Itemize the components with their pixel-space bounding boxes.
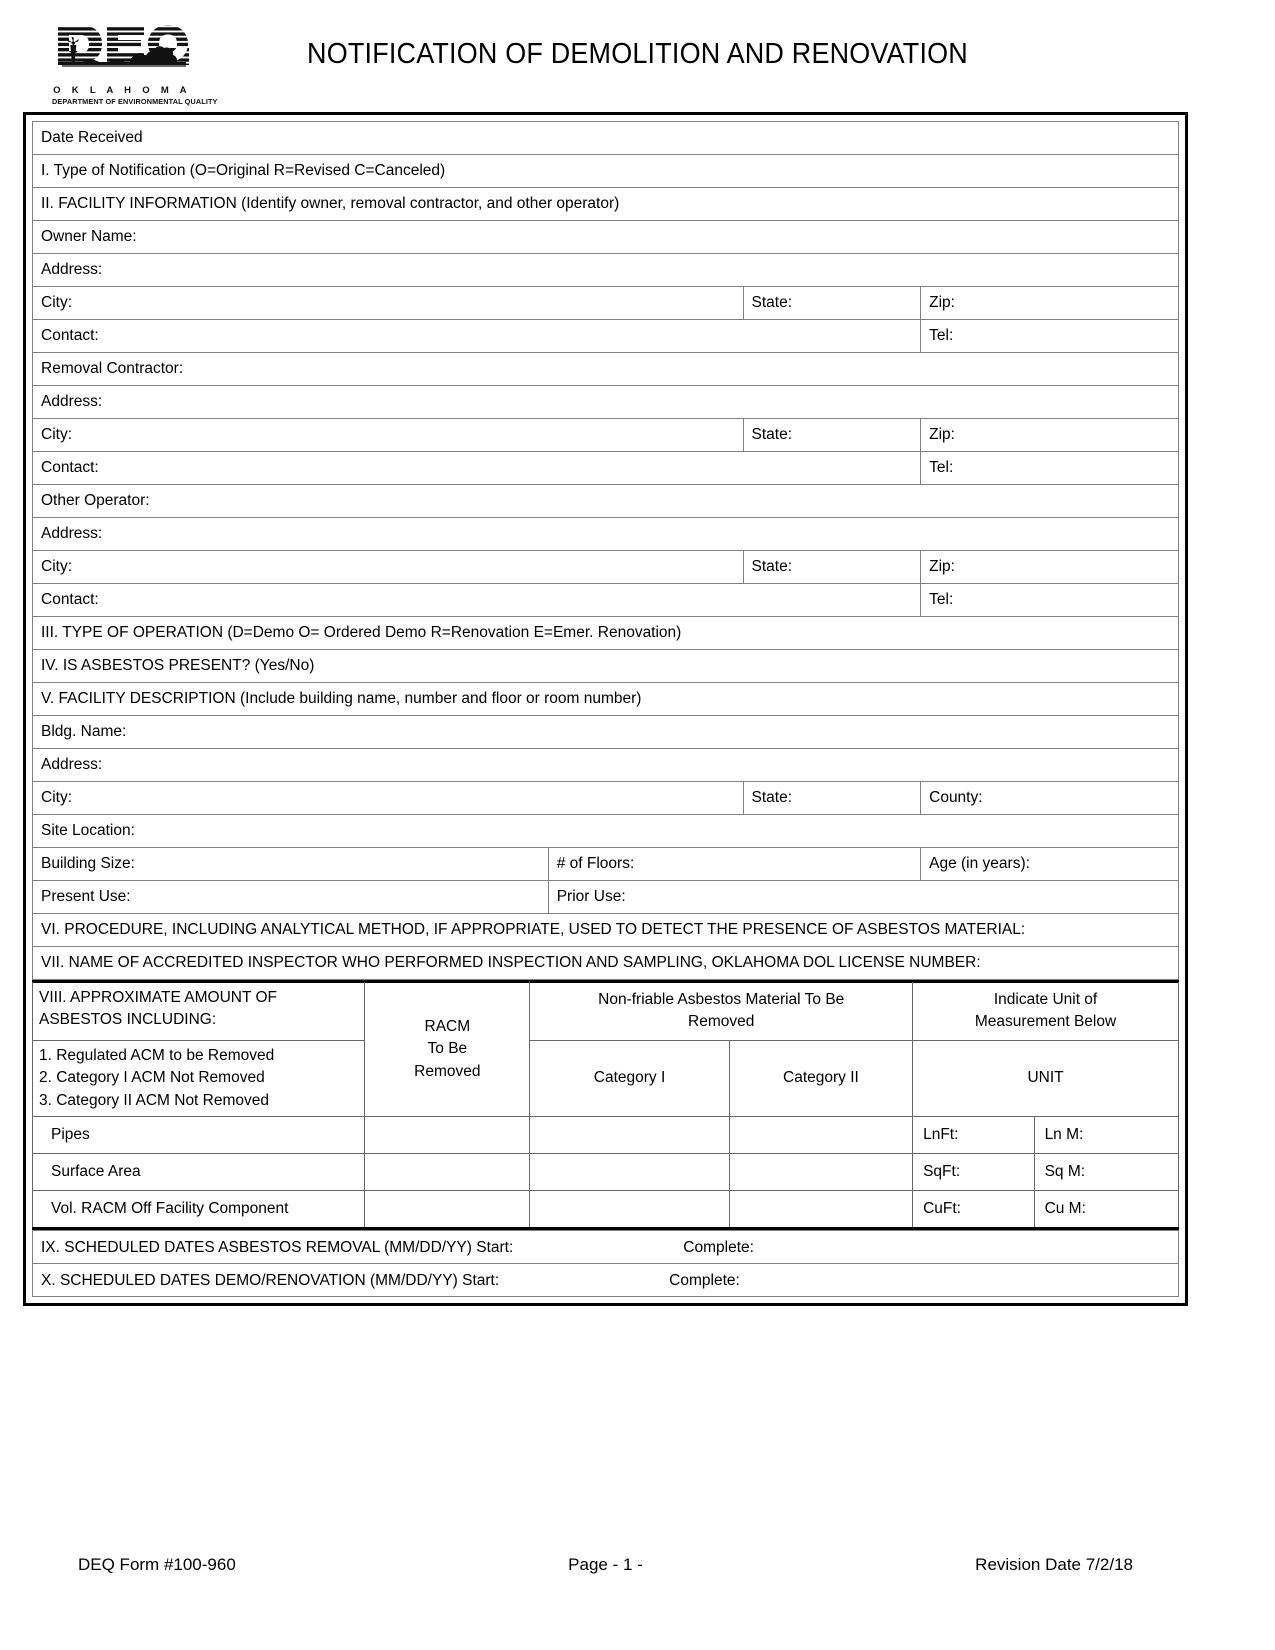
field-other-address[interactable]: Address: xyxy=(33,518,1179,551)
row-section-i xyxy=(33,155,1179,188)
field-age-years[interactable]: Age (in years): xyxy=(921,848,1179,881)
row-owner-address xyxy=(33,254,1179,287)
row-section-v xyxy=(33,683,1179,716)
field-bldg-name[interactable]: Bldg. Name: xyxy=(33,716,1179,749)
row-section-iii xyxy=(33,617,1179,650)
racm-line-1: RACM xyxy=(424,1017,471,1035)
field-site-location[interactable]: Site Location: xyxy=(33,815,1179,848)
row-removal-contractor xyxy=(33,353,1179,386)
ix-label: IX. SCHEDULED DATES ASBESTOS REMOVAL (MM/DD/YY) Start: xyxy=(41,1238,514,1256)
cell-section-i[interactable]: I. Type of Notification (O=Original R=Revised C=Canceled) xyxy=(33,155,1179,188)
field-bldg-county[interactable]: County: xyxy=(921,782,1179,815)
indicate-line-2: Measurement Below xyxy=(974,1013,1117,1031)
field-owner-contact[interactable]: Contact: xyxy=(33,320,921,353)
page-title: NOTIFICATION OF DEMOLITION AND RENOVATION xyxy=(307,38,968,70)
notification-form-table xyxy=(32,121,1179,980)
field-other-city[interactable]: City: xyxy=(33,551,744,584)
viii-title-cell xyxy=(33,982,365,1041)
viii-row-label-vol-racm: Vol. RACM Off Facility Component xyxy=(33,1191,365,1229)
section-viii-table xyxy=(32,980,1179,1230)
field-bldg-state[interactable]: State: xyxy=(743,782,921,815)
logo-state-text: O K L A H O M A xyxy=(53,85,191,96)
x-complete-label: Complete: xyxy=(669,1271,740,1289)
racm-line-2: To Be xyxy=(427,1040,468,1058)
row-other-address xyxy=(33,518,1179,551)
field-other-contact[interactable]: Contact: xyxy=(33,584,921,617)
table-row xyxy=(33,1117,1179,1154)
field-prior-use[interactable]: Prior Use: xyxy=(548,881,1178,914)
form-frame xyxy=(23,112,1188,1306)
row-section-ii xyxy=(33,188,1179,221)
ix-complete-label: Complete: xyxy=(683,1238,754,1256)
row-owner-city-state-zip xyxy=(33,287,1179,320)
field-contractor-state[interactable]: State: xyxy=(743,419,921,452)
viii-surface-unit-metric[interactable]: Sq M: xyxy=(1034,1154,1178,1191)
row-present-prior-use xyxy=(33,881,1179,914)
field-other-state[interactable]: State: xyxy=(743,551,921,584)
row-section-x xyxy=(33,1264,1179,1297)
field-contractor-city[interactable]: City: xyxy=(33,419,744,452)
field-owner-city[interactable]: City: xyxy=(33,287,744,320)
row-contractor-address xyxy=(33,386,1179,419)
page-header xyxy=(0,0,1275,108)
viii-row-label-surface-area: Surface Area xyxy=(33,1154,365,1191)
row-owner-name xyxy=(33,221,1179,254)
row-bldg-name xyxy=(33,716,1179,749)
field-owner-name[interactable]: Owner Name: xyxy=(33,221,1179,254)
row-site-location xyxy=(33,815,1179,848)
row-bldg-city-state-county xyxy=(33,782,1179,815)
field-num-floors[interactable]: # of Floors: xyxy=(548,848,920,881)
viii-vol-unit-english[interactable]: CuFt: xyxy=(913,1191,1034,1229)
row-other-contact-tel xyxy=(33,584,1179,617)
viii-surface-cat1-input[interactable] xyxy=(530,1154,729,1191)
field-present-use[interactable]: Present Use: xyxy=(33,881,549,914)
viii-row-label-pipes: Pipes xyxy=(33,1117,365,1154)
row-other-city-state-zip xyxy=(33,551,1179,584)
nonfriable-line-1: Non-friable Asbestos Material To Be xyxy=(598,991,845,1008)
viii-vol-cat1-input[interactable] xyxy=(530,1191,729,1229)
field-owner-state[interactable]: State: xyxy=(743,287,921,320)
viii-item-1: 1. Regulated ACM to be Removed xyxy=(39,1046,275,1064)
field-other-operator[interactable]: Other Operator: xyxy=(33,485,1179,518)
field-owner-tel[interactable]: Tel: xyxy=(921,320,1179,353)
cell-section-vi[interactable]: VI. PROCEDURE, INCLUDING ANALYTICAL METHOD, IF APPROPRIATE, USED TO DETECT THE PRESENCE OF ASBESTOS MATERIAL: xyxy=(33,914,1179,947)
cell-section-vii[interactable]: VII. NAME OF ACCREDITED INSPECTOR WHO PERFORMED INSPECTION AND SAMPLING, OKLAHOMA DOL LICENSE NUMBER: xyxy=(33,947,1179,980)
viii-surface-cat2-input[interactable] xyxy=(729,1154,912,1191)
row-section-vi xyxy=(33,914,1179,947)
viii-surface-unit-english[interactable]: SqFt: xyxy=(913,1154,1034,1191)
cell-section-v: V. FACILITY DESCRIPTION (Include building name, number and floor or room number) xyxy=(33,683,1179,716)
x-label: X. SCHEDULED DATES DEMO/RENOVATION (MM/DD/YY) Start: xyxy=(41,1271,500,1289)
viii-items-cell xyxy=(33,1040,365,1116)
row-section-iv xyxy=(33,650,1179,683)
nonfriable-line-2: Removed xyxy=(688,1013,755,1031)
viii-unit-header: UNIT xyxy=(913,1040,1179,1116)
viii-pipes-racm-input[interactable] xyxy=(365,1117,530,1154)
viii-header-row-3 xyxy=(33,1040,1179,1116)
row-other-operator xyxy=(33,485,1179,518)
cell-date-received[interactable]: Date Received xyxy=(33,122,1179,155)
viii-nonfriable-header xyxy=(530,982,913,1041)
row-date-received xyxy=(33,122,1179,155)
viii-pipes-cat1-input[interactable] xyxy=(530,1117,729,1154)
footer-page-number: Page - 1 - xyxy=(568,1555,643,1574)
row-section-vii xyxy=(33,947,1179,980)
schedule-table xyxy=(32,1230,1179,1297)
logo-department-text: DEPARTMENT OF ENVIRONMENTAL QUALITY xyxy=(52,97,218,106)
viii-vol-cat2-input[interactable] xyxy=(729,1191,912,1229)
footer-form-number: DEQ Form #100-960 xyxy=(78,1555,236,1574)
field-bldg-address[interactable]: Address: xyxy=(33,749,1179,782)
viii-pipes-unit-english[interactable]: LnFt: xyxy=(913,1117,1034,1154)
field-contractor-contact[interactable]: Contact: xyxy=(33,452,921,485)
row-contractor-contact-tel xyxy=(33,452,1179,485)
row-owner-contact-tel xyxy=(33,320,1179,353)
racm-line-3: Removed xyxy=(414,1062,481,1080)
viii-surface-racm-input[interactable] xyxy=(365,1154,530,1191)
footer-revision-date: Revision Date 7/2/18 xyxy=(975,1555,1133,1574)
viii-racm-header xyxy=(365,982,530,1117)
viii-item-3: 3. Category II ACM Not Removed xyxy=(39,1091,270,1109)
field-other-tel[interactable]: Tel: xyxy=(921,584,1179,617)
indicate-line-1: Indicate Unit of xyxy=(993,991,1098,1008)
field-other-zip[interactable]: Zip: xyxy=(921,551,1179,584)
viii-indicate-unit-header xyxy=(913,982,1179,1041)
cell-section-iii[interactable]: III. TYPE OF OPERATION (D=Demo O= Ordered Demo R=Renovation E=Emer. Renovation) xyxy=(33,617,1179,650)
row-section-ix xyxy=(33,1231,1179,1264)
cell-section-ii: II. FACILITY INFORMATION (Identify owner, removal contractor, and other operator) xyxy=(33,188,1179,221)
viii-category-i-header: Category I xyxy=(530,1040,729,1116)
cell-section-ix[interactable] xyxy=(33,1231,1179,1264)
row-contractor-city-state-zip xyxy=(33,419,1179,452)
field-removal-contractor[interactable]: Removal Contractor: xyxy=(33,353,1179,386)
viii-title-line-1: VIII. APPROXIMATE AMOUNT OF xyxy=(39,989,277,1006)
field-owner-address[interactable]: Address: xyxy=(33,254,1179,287)
viii-category-ii-header: Category II xyxy=(729,1040,912,1116)
viii-vol-racm-input[interactable] xyxy=(365,1191,530,1229)
viii-pipes-unit-metric[interactable]: Ln M: xyxy=(1034,1117,1178,1154)
viii-pipes-cat2-input[interactable] xyxy=(729,1117,912,1154)
field-owner-zip[interactable]: Zip: xyxy=(921,287,1179,320)
viii-title-line-2: ASBESTOS INCLUDING: xyxy=(39,1011,217,1029)
viii-vol-unit-metric[interactable]: Cu M: xyxy=(1034,1191,1178,1229)
table-row xyxy=(33,1191,1179,1229)
viii-item-2: 2. Category I ACM Not Removed xyxy=(39,1069,265,1087)
field-building-size[interactable]: Building Size: xyxy=(33,848,549,881)
row-bldg-address xyxy=(33,749,1179,782)
table-row xyxy=(33,1154,1179,1191)
cell-section-iv[interactable]: IV. IS ASBESTOS PRESENT? (Yes/No) xyxy=(33,650,1179,683)
row-building-size xyxy=(33,848,1179,881)
field-bldg-city[interactable]: City: xyxy=(33,782,744,815)
field-contractor-zip[interactable]: Zip: xyxy=(921,419,1179,452)
field-contractor-tel[interactable]: Tel: xyxy=(921,452,1179,485)
field-contractor-address[interactable]: Address: xyxy=(33,386,1179,419)
page-footer xyxy=(23,1555,1188,1575)
cell-section-x[interactable] xyxy=(33,1264,1179,1297)
